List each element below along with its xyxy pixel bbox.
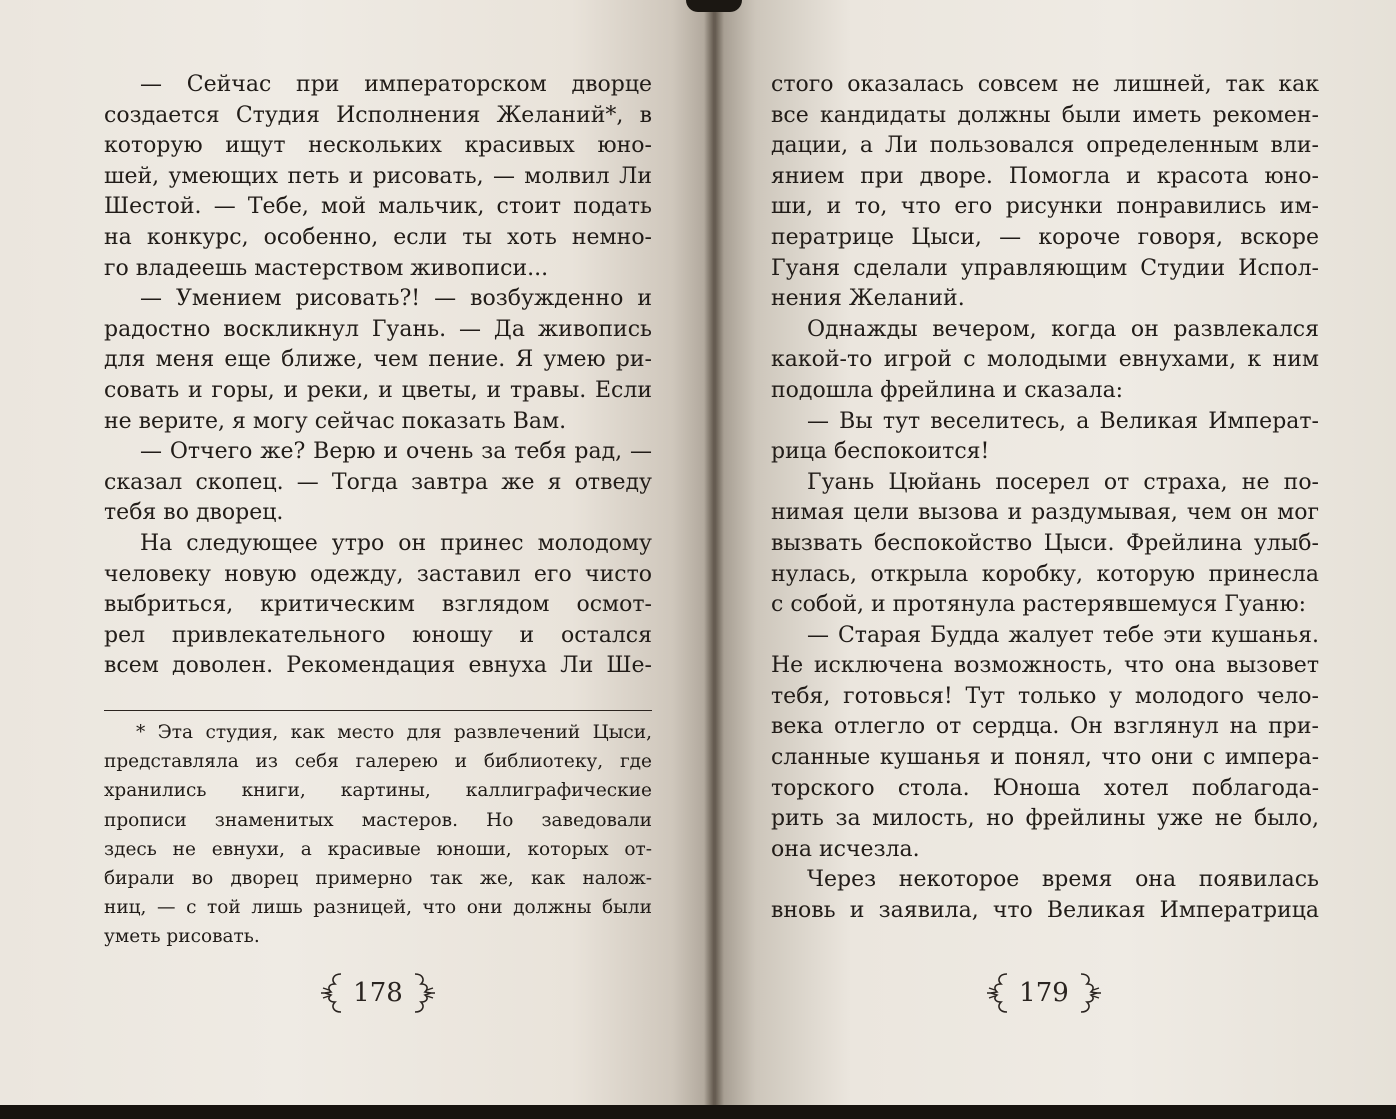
ornament-right-icon xyxy=(409,968,437,1018)
text-line: янием при дворе. Помогла и красота юно- xyxy=(771,163,1319,189)
text-line: сланные кушанья и понял, что они с импера- xyxy=(771,745,1319,771)
ornament-left-icon xyxy=(319,968,347,1018)
text-line: совать и горы, и реки, и цветы, и травы. Если xyxy=(104,377,652,403)
text-line: На следующее утро он принес молодому xyxy=(140,530,652,556)
footnote-line: здесь не евнухи, а красивые юноши, которых от- xyxy=(104,838,652,860)
text-line: нулась, открыла коробку, которую принесла xyxy=(771,561,1319,587)
text-line: радостно воскликнул Гуань. — Да живопись xyxy=(104,316,652,342)
text-line: нения Желаний. xyxy=(771,286,965,312)
text-line: дации, а Ли пользовался определенным вли- xyxy=(771,133,1319,159)
text-line: на конкурс, особенно, если ты хоть немно- xyxy=(104,224,652,250)
footnote xyxy=(104,718,652,952)
text-line: которую ищут нескольких красивых юно- xyxy=(104,133,652,159)
text-line: всем доволен. Рекомендация евнуха Ли Ше- xyxy=(104,653,652,679)
footnote-line: ниц, — с той лишь разницей, что они должны были xyxy=(104,897,652,919)
text-line: для меня еще ближе, чем пение. Я умею ри- xyxy=(104,347,652,373)
text-line: тебя во дворец. xyxy=(104,500,284,526)
ornament-left-icon xyxy=(985,968,1013,1018)
text-line: какой-то игрой с молодыми евнухами, к ним xyxy=(771,347,1319,373)
text-line: рица беспокоится! xyxy=(771,439,990,465)
text-line: Однажды вечером, когда он развлекался xyxy=(807,316,1319,342)
text-line: шей, умеющих петь и рисовать, — молвил Ли xyxy=(104,163,652,189)
text-line: все кандидаты должны были иметь рекомен- xyxy=(771,102,1319,128)
ornament-right-icon xyxy=(1075,968,1103,1018)
text-line: Через некоторое время она появилась xyxy=(807,867,1319,893)
text-line: — Вы тут веселитесь, а Великая Императ- xyxy=(807,408,1319,434)
scan-bottom-edge xyxy=(0,1105,1396,1119)
text-line: вновь и заявила, что Великая Императрица xyxy=(771,898,1319,924)
footnote-line: представляла из себя галерею и библиотеку, где xyxy=(104,751,652,773)
text-line: ператрице Цыси, — короче говоря, вскоре xyxy=(771,224,1319,250)
text-line: Гуаня сделали управляющим Студии Испол- xyxy=(771,255,1319,281)
text-line: века отлегло от сердца. Он взглянул на при- xyxy=(771,714,1319,740)
left-page-body xyxy=(104,70,652,682)
footnote-line: прописи знаменитых мастеров. Но заведовали xyxy=(104,809,652,831)
text-line: Не исключена возможность, что она вызовет xyxy=(771,653,1319,679)
text-line: она исчезла. xyxy=(771,836,920,862)
right-page-body xyxy=(771,70,1319,927)
text-line: с собой, и протянула растерявшемуся Гуаню: xyxy=(771,592,1307,618)
text-line: подошла фрейлина и сказала: xyxy=(771,377,1124,403)
footnote-line: * Эта студия, как место для развлечений Цыси, xyxy=(136,722,652,743)
footnote-line: уметь рисовать. xyxy=(104,926,260,948)
text-line: не верите, я могу сейчас показать Вам. xyxy=(104,408,567,434)
text-line: стого оказалась совсем не лишней, так как xyxy=(771,72,1319,97)
text-line: рел привлекательного юношу и остался xyxy=(104,622,652,648)
text-line: Шестой. — Тебе, мой мальчик, стоит подать xyxy=(104,194,652,220)
footnote-line: хранились книги, картины, каллиграфические xyxy=(104,780,652,802)
text-line: го владеешь мастерством живописи... xyxy=(104,255,549,281)
text-line: сказал скопец. — Тогда завтра же я отведу xyxy=(104,469,652,495)
text-line: выбриться, критическим взглядом осмот- xyxy=(104,592,652,618)
text-line: — Умением рисовать?! — возбужденно и xyxy=(140,286,652,312)
text-line: торского стола. Юноша хотел поблагода- xyxy=(771,775,1319,801)
text-line: вызвать беспокойство Цыси. Фрейлина улыб- xyxy=(771,530,1319,556)
text-line: тебя, готовься! Тут только у молодого чело- xyxy=(771,683,1319,709)
page-number: 179 xyxy=(1019,978,1069,1008)
book-gutter xyxy=(704,0,724,1105)
page-number-right xyxy=(984,963,1104,1023)
book-spine-notch xyxy=(686,0,742,12)
text-line: — Отчего же? Верю и очень за тебя рад, — xyxy=(140,439,652,465)
text-line: рить за милость, но фрейлины уже не было, xyxy=(771,806,1319,832)
footnote-rule xyxy=(104,710,652,711)
text-line: создается Студия Исполнения Желаний*, в xyxy=(104,102,652,128)
text-line: — Старая Будда жалует тебе эти кушанья. xyxy=(807,622,1319,648)
page-number: 178 xyxy=(353,978,403,1008)
text-line: человеку новую одежду, заставил его чисто xyxy=(104,561,652,587)
text-line: — Сейчас при императорском дворце xyxy=(140,72,652,97)
text-line: нимая цели вызова и раздумывая, чем он мог xyxy=(771,500,1319,526)
text-line: Гуань Цюйань посерел от страха, не по- xyxy=(807,469,1319,495)
page-number-left xyxy=(318,963,438,1023)
footnote-line: бирали во дворец примерно так же, как налож- xyxy=(104,868,652,890)
text-line: ши, и то, что его рисунки понравились им- xyxy=(771,194,1319,220)
